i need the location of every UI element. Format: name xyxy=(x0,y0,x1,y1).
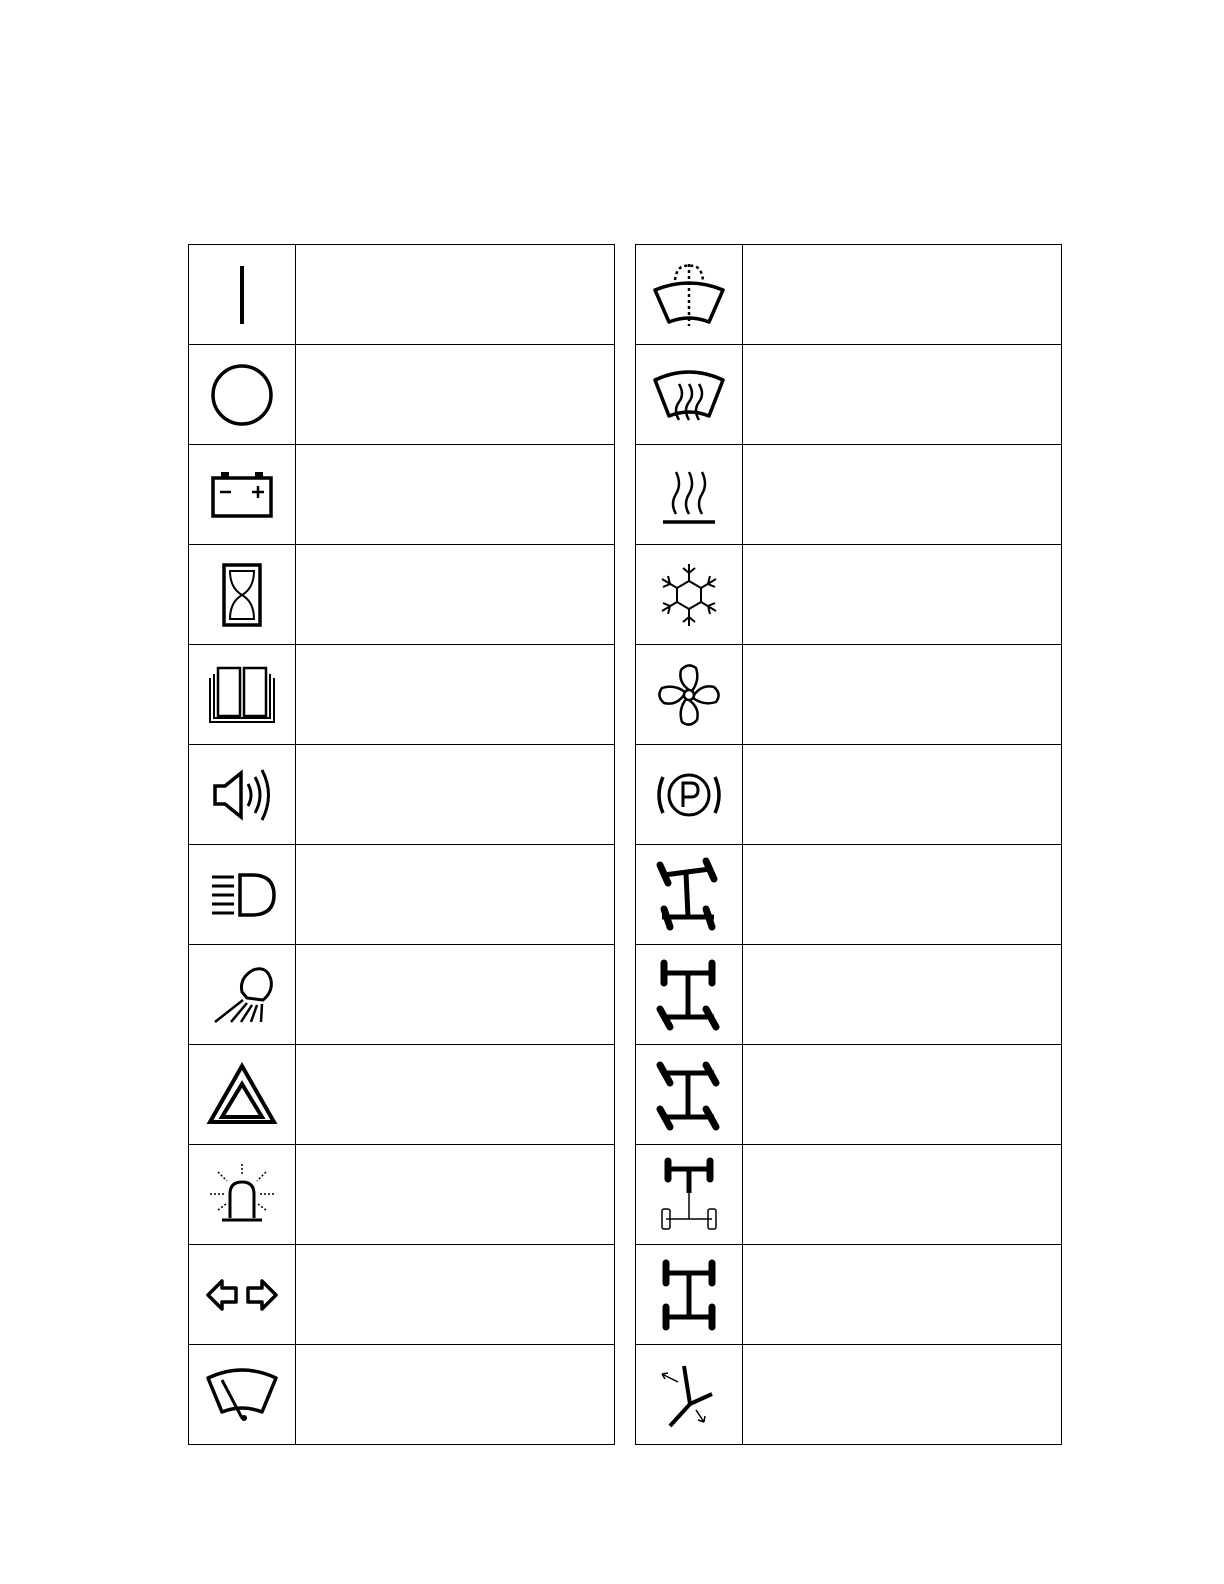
icon-cell xyxy=(189,1145,296,1245)
description-cell xyxy=(296,1145,615,1245)
table-row xyxy=(636,1045,1062,1145)
description-cell xyxy=(743,1345,1062,1445)
icon-cell xyxy=(189,245,296,345)
description-cell xyxy=(743,345,1062,445)
symbols-table-right xyxy=(635,244,1062,1445)
table-row xyxy=(636,1345,1062,1445)
table-row xyxy=(189,1245,615,1345)
description-cell xyxy=(743,545,1062,645)
table-row xyxy=(636,1245,1062,1345)
description-cell xyxy=(296,345,615,445)
description-cell xyxy=(296,1045,615,1145)
table-row xyxy=(189,1345,615,1445)
description-cell xyxy=(743,245,1062,345)
table-row xyxy=(189,745,615,845)
description-cell xyxy=(743,645,1062,745)
heater-icon xyxy=(654,460,724,530)
icon-cell xyxy=(636,345,743,445)
icon-cell xyxy=(636,945,743,1045)
description-cell xyxy=(296,1245,615,1345)
table-row xyxy=(189,1045,615,1145)
battery-icon xyxy=(207,460,277,530)
hour-meter-icon xyxy=(207,560,277,630)
icon-cell xyxy=(189,945,296,1045)
table-row xyxy=(636,1145,1062,1245)
icon-cell xyxy=(189,545,296,645)
description-cell xyxy=(743,445,1062,545)
description-cell xyxy=(743,1145,1062,1245)
icon-cell xyxy=(189,1045,296,1145)
icon-cell xyxy=(636,245,743,345)
description-cell xyxy=(743,1245,1062,1345)
turn-signal-icon xyxy=(204,1260,280,1330)
table-row xyxy=(189,945,615,1045)
icon-cell xyxy=(636,1345,743,1445)
on-icon xyxy=(207,260,277,330)
off-icon xyxy=(207,360,277,430)
description-cell xyxy=(296,245,615,345)
icon-cell xyxy=(636,845,743,945)
icon-cell xyxy=(636,545,743,645)
description-cell xyxy=(296,945,615,1045)
table-row xyxy=(636,445,1062,545)
description-cell xyxy=(296,845,615,945)
icon-cell xyxy=(189,745,296,845)
trailer-icon xyxy=(654,1157,724,1233)
defroster-icon xyxy=(651,360,727,430)
table-row xyxy=(189,345,615,445)
icon-cell xyxy=(636,1045,743,1145)
icon-cell xyxy=(189,445,296,545)
icon-cell xyxy=(189,645,296,745)
icon-cell xyxy=(636,445,743,545)
icon-cell xyxy=(189,1245,296,1345)
work-light-icon xyxy=(207,960,277,1030)
axle-lock-icon xyxy=(654,1257,724,1333)
table-row xyxy=(636,345,1062,445)
description-cell xyxy=(296,545,615,645)
table-row xyxy=(189,1145,615,1245)
operators-manual-icon xyxy=(206,660,278,730)
boom-icon xyxy=(654,1360,724,1430)
table-row xyxy=(189,545,615,645)
table-row xyxy=(636,845,1062,945)
table-row xyxy=(636,745,1062,845)
icon-cell xyxy=(189,1345,296,1445)
symbols-table-left xyxy=(188,244,615,1445)
crab-steer-icon xyxy=(654,1057,724,1133)
table-row xyxy=(189,245,615,345)
horn-icon xyxy=(207,760,277,830)
four-wheel-steer-icon xyxy=(654,957,724,1033)
description-cell xyxy=(296,1345,615,1445)
icon-cell xyxy=(189,345,296,445)
wiper-icon xyxy=(204,1360,280,1430)
table-row xyxy=(636,945,1062,1045)
description-cell xyxy=(296,445,615,545)
icon-cell xyxy=(636,745,743,845)
description-cell xyxy=(743,1045,1062,1145)
front-wheel-steer-icon xyxy=(654,857,724,933)
description-cell xyxy=(296,645,615,745)
description-cell xyxy=(743,945,1062,1045)
table-row xyxy=(189,645,615,745)
icon-cell xyxy=(636,1145,743,1245)
table-row xyxy=(189,445,615,545)
description-cell xyxy=(743,745,1062,845)
icon-cell xyxy=(636,1245,743,1345)
air-conditioning-icon xyxy=(654,560,724,630)
table-row xyxy=(636,245,1062,345)
fan-icon xyxy=(654,660,724,730)
icon-cell xyxy=(189,845,296,945)
description-cell xyxy=(296,745,615,845)
table-row xyxy=(636,545,1062,645)
table-row xyxy=(189,845,615,945)
washer-icon xyxy=(651,260,727,330)
hazard-warning-icon xyxy=(206,1060,278,1130)
beacon-icon xyxy=(206,1160,278,1230)
description-cell xyxy=(743,845,1062,945)
parking-brake-icon xyxy=(653,760,725,830)
table-row xyxy=(636,645,1062,745)
headlight-icon xyxy=(206,860,278,930)
icon-cell xyxy=(636,645,743,745)
